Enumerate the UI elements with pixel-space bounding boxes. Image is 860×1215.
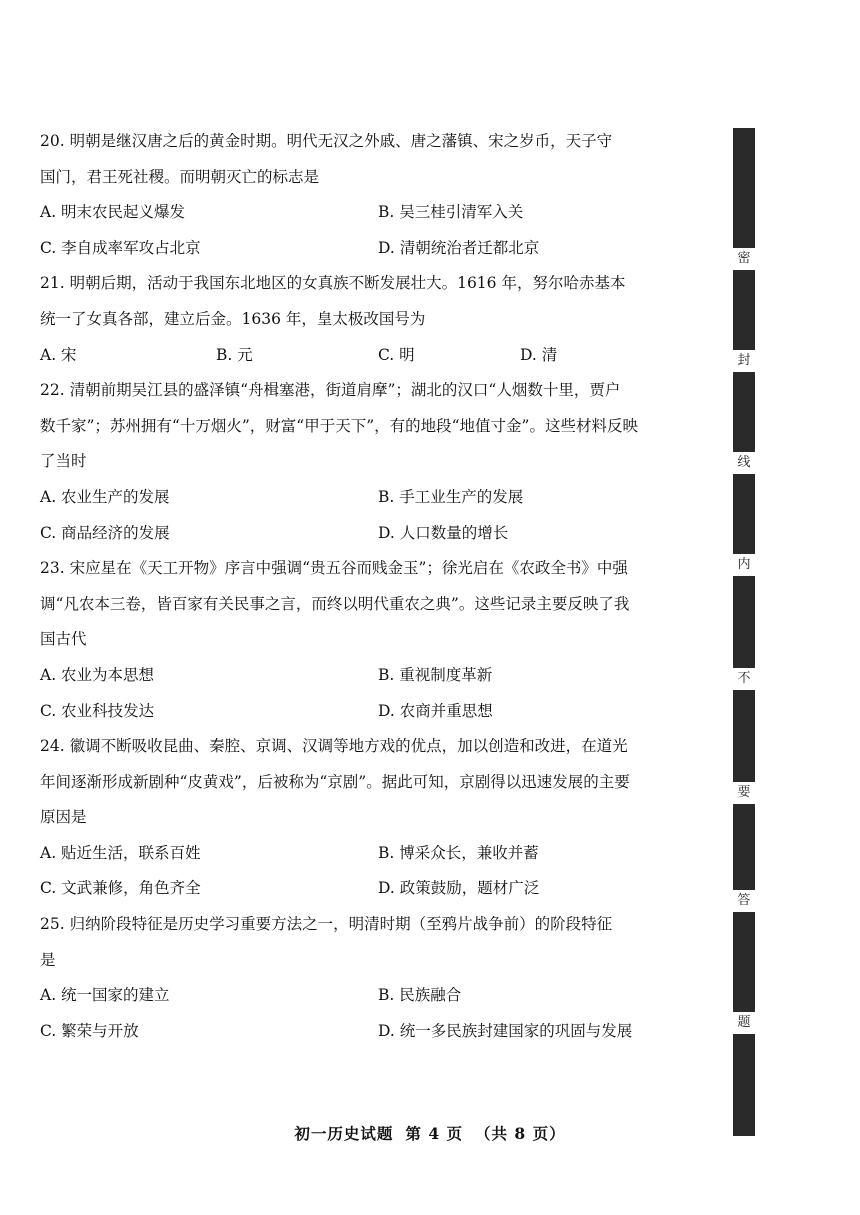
option-d: D. 清 xyxy=(520,345,558,364)
option-c: C. 李自成率军攻占北京 xyxy=(40,238,201,257)
question-23 xyxy=(40,551,670,729)
seal-char: 不 xyxy=(733,668,755,690)
option-row xyxy=(40,516,670,552)
question-stem-line: 了当时 xyxy=(40,452,87,471)
question-stem-line: 23. 宋应星在《天工开物》序言中强调“贵五谷而贱金玉”；徐光启在《农政全书》中强 xyxy=(40,559,628,578)
option-b: B. 重视制度革新 xyxy=(378,665,493,684)
seal-char: 要 xyxy=(733,782,755,804)
question-stem-line: 24. 徽调不断吸收昆曲、秦腔、京调、汉调等地方戏的优点，加以创造和改进，在道光 xyxy=(40,737,628,756)
option-d: D. 政策鼓励，题材广泛 xyxy=(378,879,540,898)
question-24 xyxy=(40,729,670,907)
option-row xyxy=(40,1014,670,1050)
question-stem-line: 是 xyxy=(40,950,56,969)
seal-char: 答 xyxy=(733,890,755,912)
option-a: A. 农业为本思想 xyxy=(40,665,155,684)
footer-total-pages: （共 8 页） xyxy=(475,1124,566,1143)
footer-title: 初一历史试题 xyxy=(294,1124,394,1143)
option-c: C. 繁荣与开放 xyxy=(40,1021,139,1040)
question-stem-line: 数千家”；苏州拥有“十万烟火”，财富“甲于天下”，有的地段“地值寸金”。这些材料反映 xyxy=(40,416,638,435)
seal-char: 题 xyxy=(733,1012,755,1034)
question-stem-line: 国门，君王死社稷。而明朝灭亡的标志是 xyxy=(40,167,320,186)
option-d: D. 统一多民族封建国家的巩固与发展 xyxy=(378,1021,633,1040)
option-c: C. 明 xyxy=(378,345,415,364)
option-c: C. 文武兼修，角色齐全 xyxy=(40,879,201,898)
option-row xyxy=(40,195,670,231)
footer-page-number: 第 4 页 xyxy=(405,1124,463,1143)
seal-char: 线 xyxy=(733,452,755,474)
page-footer xyxy=(0,1122,860,1144)
seal-line-strip xyxy=(733,128,755,1136)
question-22 xyxy=(40,373,670,551)
option-row xyxy=(40,480,670,516)
seal-char: 密 xyxy=(733,248,755,270)
question-stem-line: 20. 明朝是继汉唐之后的黄金时期。明代无汉之外戚、唐之藩镇、宋之岁币，天子守 xyxy=(40,132,613,150)
option-a: A. 统一国家的建立 xyxy=(40,986,170,1005)
option-row xyxy=(40,658,670,694)
option-a: A. 明末农民起义爆发 xyxy=(40,203,186,222)
question-21 xyxy=(40,266,670,373)
question-stem-line: 原因是 xyxy=(40,808,87,827)
option-row xyxy=(40,338,670,374)
option-a: A. 贴近生活，联系百姓 xyxy=(40,843,201,862)
option-d: D. 农商并重思想 xyxy=(378,701,493,720)
option-d: D. 清朝统治者迁都北京 xyxy=(378,238,540,257)
option-row xyxy=(40,694,670,730)
question-20 xyxy=(40,124,670,266)
question-stem-line: 22. 清朝前期吴江县的盛泽镇“舟楫塞港，街道肩摩”；湖北的汉口“人烟数十里，贾户 xyxy=(40,381,621,400)
question-stem-line: 25. 归纳阶段特征是历史学习重要方法之一，明清时期（至鸦片战争前）的阶段特征 xyxy=(40,915,613,934)
question-25 xyxy=(40,907,670,1049)
option-row xyxy=(40,231,670,267)
seal-char: 内 xyxy=(733,554,755,576)
option-row xyxy=(40,836,670,872)
option-a: A. 宋 xyxy=(40,345,77,364)
option-c: C. 商品经济的发展 xyxy=(40,523,170,542)
question-stem-line: 21. 明朝后期，活动于我国东北地区的女真族不断发展壮大。1616 年，努尔哈赤基本 xyxy=(40,274,626,293)
question-stem-line: 统一了女真各部，建立后金。1636 年，皇太极改国号为 xyxy=(40,309,426,328)
option-b: B. 吴三桂引清军入关 xyxy=(378,203,524,222)
option-d: D. 人口数量的增长 xyxy=(378,523,509,542)
option-b: B. 民族融合 xyxy=(378,986,462,1005)
question-stem-line: 调“凡农本三卷，皆百家有关民事之言，而终以明代重农之典”。这些记录主要反映了我 xyxy=(40,594,630,613)
option-b: B. 博采众长，兼收并蓄 xyxy=(378,843,539,862)
option-row xyxy=(40,978,670,1014)
option-a: A. 农业生产的发展 xyxy=(40,487,170,506)
seal-char: 封 xyxy=(733,350,755,372)
option-b: B. 手工业生产的发展 xyxy=(378,487,524,506)
option-c: C. 农业科技发达 xyxy=(40,701,155,720)
question-stem-line: 国古代 xyxy=(40,630,87,649)
question-stem-line: 年间逐渐形成新剧种“皮黄戏”，后被称为“京剧”。据此可知，京剧得以迅速发展的主要 xyxy=(40,772,630,791)
option-b: B. 元 xyxy=(216,345,253,364)
option-row xyxy=(40,871,670,907)
question-list xyxy=(40,124,670,1049)
